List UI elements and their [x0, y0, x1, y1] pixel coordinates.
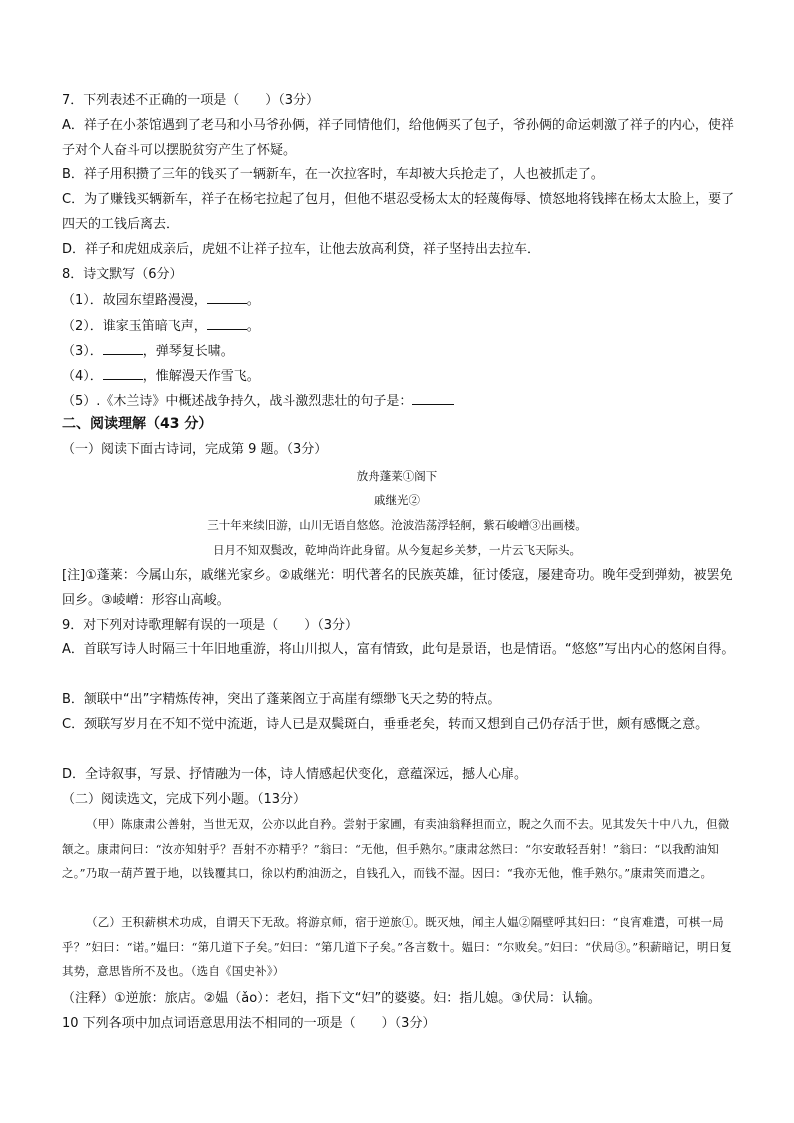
- part-2-intro: （二）阅读选文，完成下列小题。（13分）: [62, 792, 307, 807]
- poem-note: [注]①蓬莱：今属山东，戚继光家乡。②戚继光：明代著名的民族英雄，征讨倭寇，屡建奇功。晚年受到弹劾，被罢免回乡。③崚嶒：形容山高峻。: [62, 568, 733, 608]
- q8-item-3: [62, 342, 234, 361]
- q8-item-3-prefix: （3）．: [62, 344, 103, 359]
- q9-stem: 9．对下列对诗歌理解有误的一项是（ ）（3分）: [62, 618, 359, 633]
- period: 。: [246, 293, 260, 308]
- section-2-heading: 二、阅读理解（43 分）: [62, 416, 213, 432]
- answer-blank[interactable]: [207, 317, 247, 330]
- q8-item-4-text: ，惟解漫天作雪飞。: [142, 369, 260, 384]
- poem-line-2: 日月不知双鬓改，乾坤尚许此身留。从今复起乡关梦，一片云飞天际头。: [213, 543, 581, 557]
- q7-option-c: C．为了赚钱买辆新车，祥子在杨宅拉起了包月，但他不堪忍受杨太太的轻蔑侮辱、愤怒地将钱摔在杨太太脸上，要了四天的工钱后离去．: [62, 192, 735, 232]
- q8-item-2: [62, 317, 260, 336]
- passage-yi: （乙）王积薪棋术功成，自谓天下无敌。将游京师，宿于逆旅①。既灭烛，闻主人媪②隔壁呼其妇曰：“良宵难遣，可棋一局乎？”妇曰：“诺。”媪曰：“第几道下子矣。”妇曰：“第几道下子矣。”各言数十。媪曰：“尔败矣。”妇曰：“伏局③。”积薪暗记，明日复其势，意思皆所不及也。（选自《国史补》）: [62, 915, 732, 978]
- q8-stem: 8．诗文默写（6分）: [62, 267, 183, 282]
- q8-item-4-prefix: （4）．: [62, 369, 103, 384]
- q9-option-a: A．首联写诗人时隔三十年旧地重游，将山川拟人，富有情致，此句是景语，也是情语。“悠悠”写出内心的悠闲自得。: [62, 642, 735, 657]
- poem-title: 放舟蓬莱①阁下: [356, 469, 438, 483]
- part-1-intro: （一）阅读下面古诗词，完成第 9 题。（3分）: [62, 442, 328, 457]
- passage-jia: （甲）陈康肃公善射，当世无双，公亦以此自矜。尝射于家圃，有卖油翁释担而立，睨之久而不去。见其发矢十中八九，但微颔之。康肃问曰：“汝亦知射乎？吾射不亦精乎？”翁曰：“无他，但手熟尔。”康肃忿然曰：“尔安敢轻吾射！”翁曰：“以我酌油知之。”乃取一葫芦置于地，以钱覆其口，徐以杓酌油沥之，自钱孔入，而钱不湿。因曰：“我亦无他，惟手熟尔。”康肃笑而遣之。: [62, 817, 730, 880]
- q10-stem: 10 下列各项中加点词语意思用法不相同的一项是（ ）（3分）: [62, 1016, 436, 1031]
- q7-option-b: B．祥子用积攒了三年的钱买了一辆新车，在一次拉客时，车却被大兵抢走了，人也被抓走了。: [62, 167, 604, 182]
- passage-note: （注释）①逆旅：旅店。②媪（ǎo）：老妇，指下文“妇”的婆婆。妇：指儿媳。③伏局：认输。: [62, 991, 601, 1006]
- period: 。: [246, 319, 260, 334]
- q7-option-d: D．祥子和虎妞成亲后，虎妞不让祥子拉车，让他去放高利贷，祥子坚持出去拉车．: [62, 242, 541, 257]
- q7-stem: 7．下列表述不正确的一项是（ ）（3分）: [62, 93, 320, 108]
- poem-line-1: 三十年来续旧游，山川无语自悠悠。沧波浩荡浮轻舸，紫石峻嶒③出画楼。: [207, 518, 587, 532]
- q8-item-1: [62, 291, 260, 310]
- poem-author: 戚继光②: [374, 493, 420, 507]
- answer-blank[interactable]: [103, 342, 143, 355]
- answer-blank[interactable]: [207, 291, 247, 304]
- q8-item-1-text: （1）．故园东望路漫漫，: [62, 293, 207, 308]
- q8-item-3-text: ，弹琴复长啸。: [142, 344, 234, 359]
- q8-item-2-text: （2）．谁家玉笛暗飞声，: [62, 319, 207, 334]
- q7-option-a: A．祥子在小茶馆遇到了老马和小马爷孙俩，祥子同情他们，给他俩买了包子，爷孙俩的命运刺激了祥子的内心，使祥子对个人奋斗可以摆脱贫穷产生了怀疑。: [62, 118, 734, 158]
- q9-option-d: D．全诗叙事，写景、抒情融为一体，诗人情感起伏变化，意蕴深远，撼人心扉。: [62, 767, 528, 782]
- q9-option-c: C．颈联写岁月在不知不觉中流逝，诗人已是双鬓斑白，垂垂老矣，转而又想到自己仍存活于世，颇有感慨之意。: [62, 717, 709, 732]
- answer-blank[interactable]: [412, 392, 454, 405]
- q8-item-5: [62, 392, 454, 411]
- q8-item-4: [62, 367, 260, 386]
- q9-option-b: B．颔联中“出”字精炼传神，突出了蓬莱阁立于高崖有缥缈飞天之势的特点。: [62, 692, 501, 707]
- answer-blank[interactable]: [103, 367, 143, 380]
- q8-item-5-text: （5）.《木兰诗》中概述战争持久，战斗激烈悲壮的句子是：: [62, 394, 413, 409]
